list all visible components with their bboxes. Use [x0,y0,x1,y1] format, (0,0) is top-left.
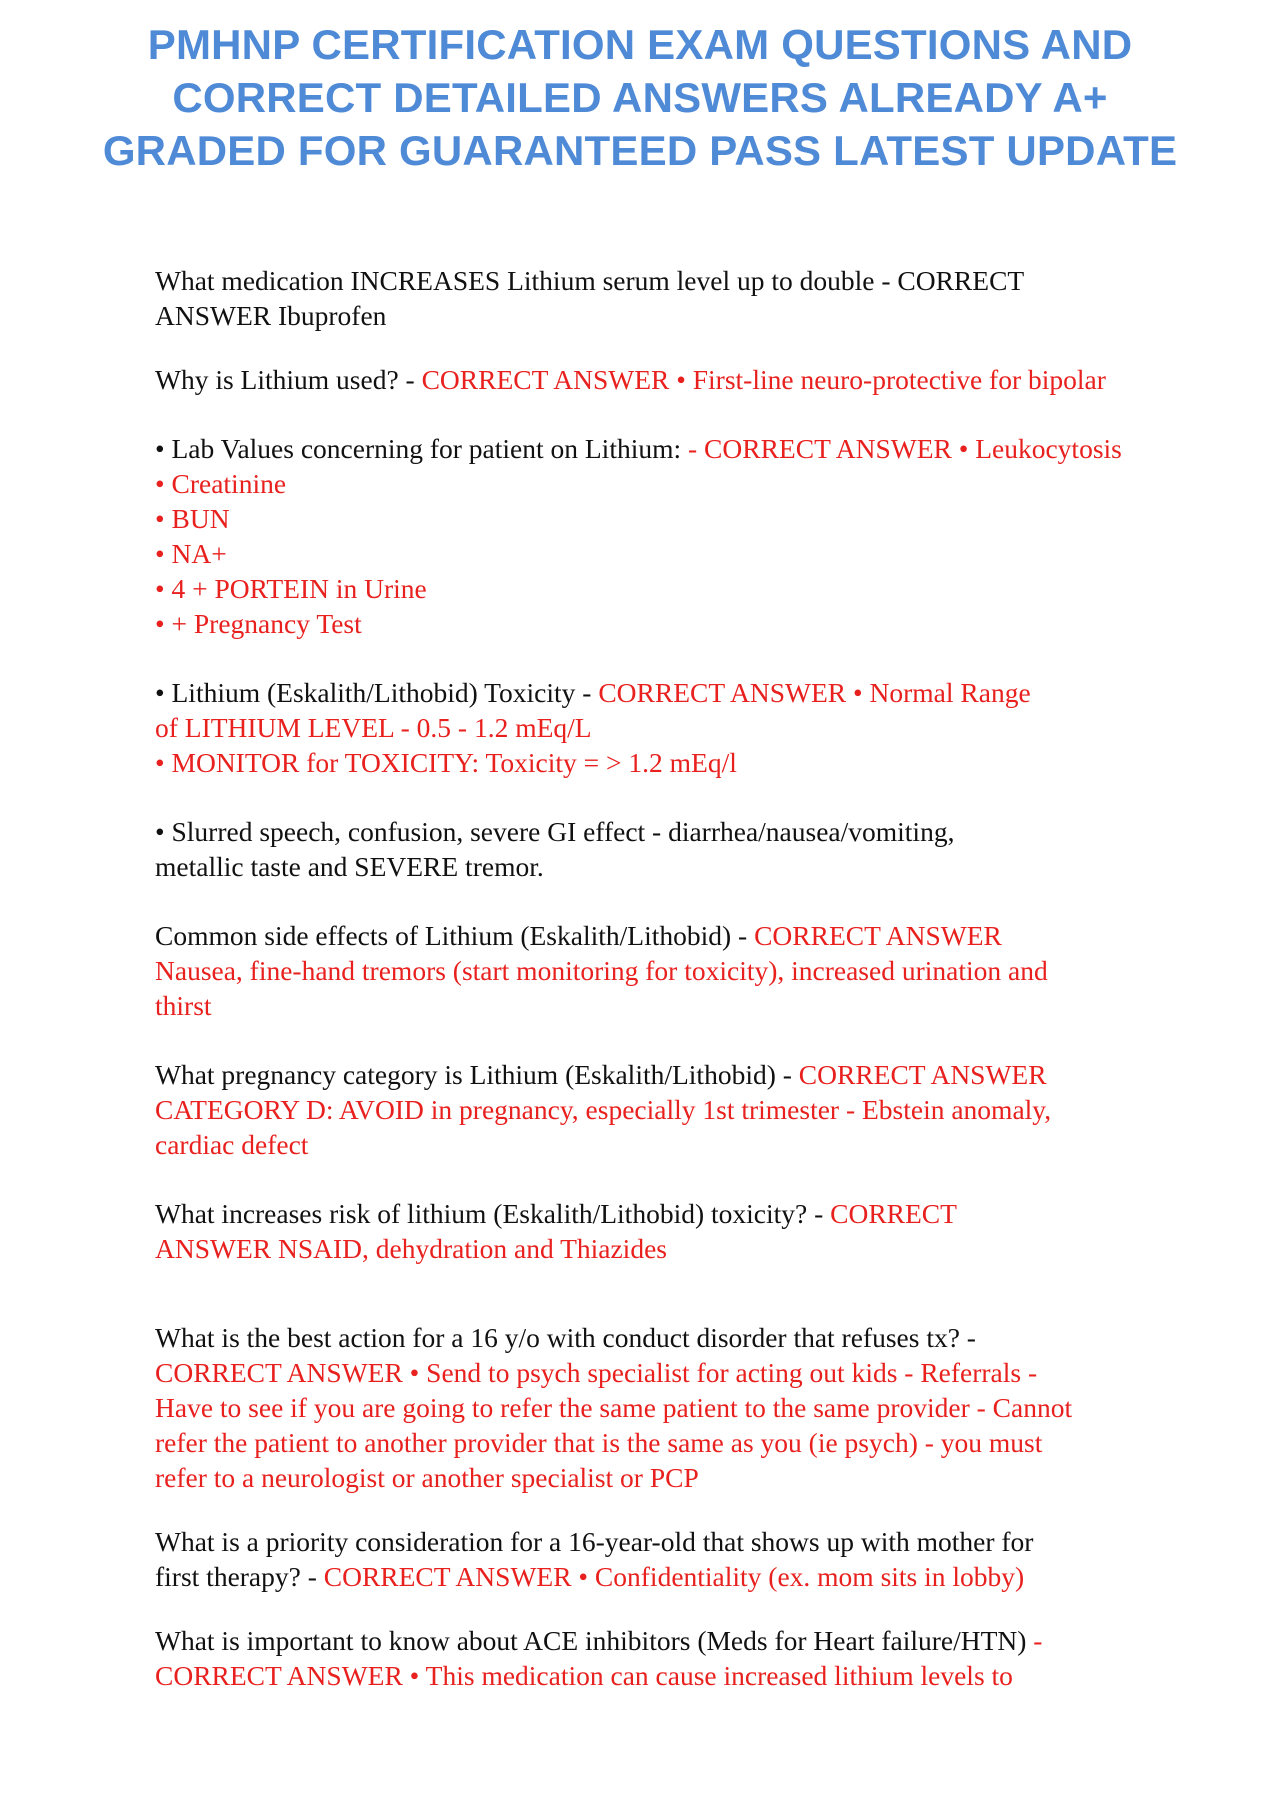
qa-line [155,1127,1235,1162]
answer-text: CORRECT ANSWER • First-line neuro-protective for bipolar [421,364,1106,395]
answer-text: • MONITOR for TOXICITY: Toxicity = > 1.2 mEq/l [155,747,737,778]
entry-spacer [155,1594,1235,1623]
qa-line [155,1460,1235,1495]
qa-line [155,1092,1235,1127]
qa-line [155,1425,1235,1460]
qa-line [155,1658,1235,1693]
question-text: metallic taste and SEVERE tremor. [155,851,544,882]
question-text: • Slurred speech, confusion, severe GI effect - diarrhea/nausea/vomiting, [155,816,955,847]
qa-line [155,466,1235,501]
qa-entry [155,1623,1235,1693]
answer-text: CATEGORY D: AVOID in pregnancy, especially 1st trimester - Ebstein anomaly, [155,1094,1052,1125]
entry-spacer [155,1266,1235,1320]
answer-text: Nausea, fine-hand tremors (start monitoring for toxicity), increased urination and [155,955,1048,986]
qa-line [155,1320,1235,1355]
answer-text: CORRECT ANSWER • Send to psych specialist for acting out kids - Referrals - [155,1357,1038,1388]
question-text: • Lithium (Eskalith/Lithobid) Toxicity - [155,677,599,708]
qa-entry [155,362,1235,397]
qa-line [155,988,1235,1023]
qa-line [155,1196,1235,1231]
answer-text: refer to a neurologist or another specialist or PCP [155,1462,699,1493]
answer-text: • BUN [155,503,230,534]
document-title [60,18,1220,177]
qa-line [155,1524,1235,1559]
qa-line [155,501,1235,536]
qa-entry [155,814,1235,884]
title-line-3: GRADED FOR GUARANTEED PASS LATEST UPDATE [102,127,1178,174]
answer-text: ANSWER NSAID, dehydration and Thiazides [155,1233,667,1264]
qa-entry [155,675,1235,780]
question-text: • Lab Values concerning for patient on Lithium: [155,433,689,464]
question-text: first therapy? - [155,1561,324,1592]
answer-text: • Creatinine [155,468,287,499]
qa-line [155,710,1235,745]
qa-line [155,1231,1235,1266]
answer-text: CORRECT ANSWER • Confidentiality (ex. mom sits in lobby) [323,1561,1025,1592]
answer-text: - CORRECT ANSWER • Leukocytosis [688,433,1122,464]
entry-spacer [155,397,1235,431]
qa-entry [155,1196,1235,1266]
question-text: What is the best action for a 16 y/o with conduct disorder that refuses tx? - [155,1322,976,1353]
answer-text: - [1033,1625,1043,1656]
answer-text: • 4 + PORTEIN in Urine [155,573,427,604]
answer-text: of LITHIUM LEVEL - 0.5 - 1.2 mEq/L [155,712,592,743]
qa-line [155,675,1235,710]
entry-spacer [155,1023,1235,1057]
qa-line [155,362,1235,397]
qa-entry [155,1057,1235,1162]
question-text: ANSWER Ibuprofen [155,300,387,331]
entry-spacer [155,780,1235,814]
answer-text: CORRECT ANSWER [754,920,1002,951]
qa-line [155,571,1235,606]
qa-line [155,298,1235,333]
qa-line [155,953,1235,988]
answer-text: • + Pregnancy Test [155,608,362,639]
qa-entry [155,1524,1235,1594]
question-text: Why is Lithium used? - [155,364,422,395]
title-line-2: CORRECT DETAILED ANSWERS ALREADY A+ [172,74,1108,121]
answer-text: thirst [155,990,212,1021]
qa-line [155,1057,1235,1092]
qa-line [155,1623,1235,1658]
qa-line [155,1559,1235,1594]
answer-text: CORRECT [830,1198,957,1229]
question-text: What is a priority consideration for a 16-year-old that shows up with mother for [155,1526,1034,1557]
entry-spacer [155,1495,1235,1524]
question-text: What increases risk of lithium (Eskalith/Lithobid) toxicity? - [155,1198,831,1229]
question-text: What is important to know about ACE inhibitors (Meds for Heart failure/HTN) [155,1625,1034,1656]
answer-text: CORRECT ANSWER • Normal Range [598,677,1031,708]
entry-spacer [155,884,1235,918]
qa-entry [155,918,1235,1023]
qa-list [155,263,1235,1693]
qa-line [155,606,1235,641]
qa-line [155,1355,1235,1390]
qa-line [155,1390,1235,1425]
entry-spacer [155,1162,1235,1196]
question-text: Common side effects of Lithium (Eskalith/Lithobid) - [155,920,755,951]
qa-entry [155,1320,1235,1495]
entry-spacer [155,333,1235,362]
qa-line [155,814,1235,849]
answer-text: Have to see if you are going to refer the same patient to the same provider - Cannot [155,1392,1073,1423]
qa-entry [155,431,1235,641]
answer-text: cardiac defect [155,1129,309,1160]
qa-line [155,536,1235,571]
question-text: What medication INCREASES Lithium serum level up to double - CORRECT [155,265,1025,296]
answer-text: CORRECT ANSWER • This medication can cause increased lithium levels to [155,1660,1013,1691]
answer-text: refer the patient to another provider that is the same as you (ie psych) - you must [155,1427,1043,1458]
qa-line [155,745,1235,780]
qa-line [155,431,1235,466]
title-line-1: PMHNP CERTIFICATION EXAM QUESTIONS AND [147,21,1133,68]
qa-line [155,849,1235,884]
qa-line [155,263,1235,298]
qa-line [155,918,1235,953]
answer-text: • NA+ [155,538,227,569]
qa-entry [155,263,1235,333]
question-text: What pregnancy category is Lithium (Eskalith/Lithobid) - [155,1059,799,1090]
entry-spacer [155,641,1235,675]
answer-text: CORRECT ANSWER [798,1059,1047,1090]
